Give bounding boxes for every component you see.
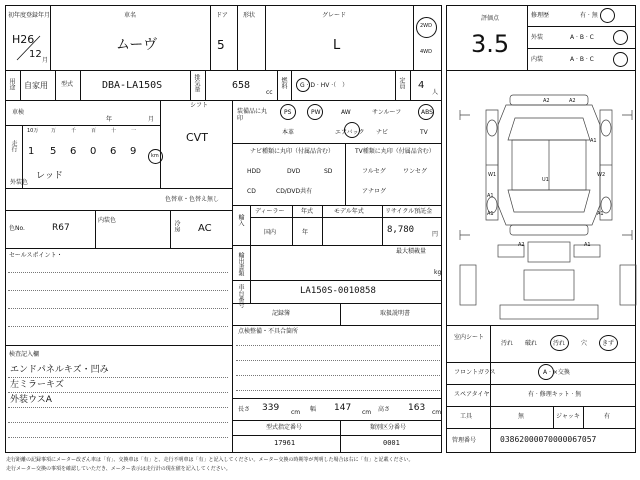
kg-unit: kg [434, 269, 442, 276]
tools-value: 無 [518, 413, 525, 420]
interior-label: 内装 [531, 56, 544, 63]
chassis-label: 車台番号 [237, 284, 244, 308]
mark-a1-right: A1 [590, 138, 597, 144]
dealer-value: 国内 [264, 229, 277, 236]
inspection-month-unit: 月 [148, 116, 155, 123]
equip-sunroof: サンルーフ [372, 109, 402, 116]
capacity-unit: 人 [432, 89, 439, 96]
seat-opt-1: 破れ [525, 340, 538, 347]
import-label: 輸入 [237, 214, 244, 226]
history-value: 有 · 無 [580, 12, 598, 19]
interior-color-label: 内装色 [98, 217, 117, 224]
cc-unit: cc [266, 89, 273, 96]
equip-tv: TV [420, 129, 428, 136]
mark-a1-rear-l: A1 [487, 211, 494, 217]
color-code-value: R67 [52, 223, 70, 233]
mileage-digit-5: 9 [130, 146, 137, 157]
grade-label: グレード [322, 12, 347, 19]
inspection-note-2: 外装ウスA [10, 395, 52, 405]
score-label: 評価点 [481, 15, 500, 22]
tv-fullseg: フルセグ [362, 168, 386, 175]
reg-date-label: 初年度登録年月 [8, 12, 51, 19]
inspection-notes-label: 検査記入欄 [9, 351, 40, 358]
digit-label-0: 10万 [27, 128, 39, 134]
shift-value: CVT [186, 131, 208, 144]
footer-line2: 走行メーター交換の事項を確認していただき、メーター表示は走行計の現在値を記入してください。 [6, 466, 231, 472]
height-unit: cm [432, 409, 442, 416]
mark-w1: W1 [488, 172, 497, 178]
color-code-label: 色No. [9, 225, 25, 232]
mileage-digit-2: 6 [70, 146, 77, 157]
seat-opt-3: 穴 [581, 340, 588, 347]
navi-label: ナビ種類に丸印（付属品含む） [250, 148, 335, 155]
mark-u1-center: U1 [542, 177, 549, 183]
door-label: ドア [216, 12, 228, 19]
digit-label-1: 万 [51, 128, 57, 134]
inspection-label: 車検 [12, 109, 25, 116]
drive-4wd: 4WD [420, 49, 432, 55]
height-value: 163 [408, 403, 426, 413]
length-unit: cm [291, 409, 301, 416]
navi-cd: CD [247, 188, 256, 195]
recycle-label: リサイクル預託金 [385, 208, 433, 215]
loading-label: 最大積載量 [396, 248, 427, 255]
navi-cddvd: CD/DVD共有 [276, 188, 313, 195]
score-value: 3.5 [471, 30, 510, 58]
displacement-label: 排気量 [193, 74, 200, 92]
class-label: 類別区分番号 [370, 424, 407, 431]
seat-opt-2: 汚れ [553, 340, 566, 347]
capacity-label: 定員 [398, 77, 405, 89]
shift-label: シフト [190, 102, 209, 109]
equipment-label: 装備品に丸印 [237, 108, 268, 123]
mileage-digit-0: 1 [28, 146, 35, 157]
color-change: 色替車・色替え無し [165, 196, 220, 203]
car-name-label: 車名 [124, 12, 137, 19]
glass-label: フロントガラス [454, 369, 496, 376]
tv-oneseg: ワンセグ [403, 168, 428, 175]
ac-value: AC [198, 223, 212, 234]
seat-opt-4: きず [602, 340, 615, 347]
class-value: 0001 [383, 439, 400, 447]
equip-airbag: エアバック [335, 129, 365, 136]
manage-value: 03862000070000067057 [500, 435, 597, 444]
mark-a2-front-r: A2 [569, 98, 576, 104]
width-label: 幅 [310, 406, 317, 413]
equip-abs: ABS [421, 109, 433, 116]
spare-options: 有 · 修理キット · 無 [528, 391, 582, 398]
type-value: 17961 [274, 439, 296, 447]
length-label: 長さ [238, 406, 251, 413]
mark-a2-front: A2 [543, 98, 550, 104]
inspection-note-1: 左ミラーキズ [10, 380, 64, 390]
color-label: 外装色 [10, 179, 29, 186]
dealer-label: ディーラー [255, 208, 285, 215]
inspection-year-unit: 年 [106, 116, 113, 123]
interior-value: A · B · C [570, 56, 594, 63]
length-value: 339 [262, 403, 280, 413]
exterior-label: 外装 [531, 34, 544, 41]
spare-label: スペアタイヤ [454, 391, 490, 398]
mileage-digit-4: 6 [110, 146, 117, 157]
manage-label: 管理番号 [452, 437, 477, 444]
door-value: 5 [217, 38, 225, 52]
tools-label: 工具 [460, 413, 473, 420]
export-docs-label: 輸出書類 [237, 252, 244, 276]
mileage-digit-1: 5 [50, 146, 57, 157]
tv-analog: アナログ [362, 188, 387, 195]
width-value: 147 [334, 403, 352, 413]
year-label: 年式 [301, 208, 314, 215]
jack-value: 有 [604, 413, 611, 420]
reg-era-year: H26 [12, 33, 35, 46]
use-label: 用途 [8, 78, 15, 90]
sales-point-label: セールスポイント・ [9, 252, 63, 259]
equip-leather: 本革 [282, 129, 295, 136]
fuel-options: G · D · HV ·（ ） [300, 82, 349, 89]
jack-label: ジャッキ [556, 413, 580, 420]
equip-navi: ナビ [376, 129, 389, 136]
history-label: 修理歴 [531, 12, 550, 19]
mark-a1-rear-r: A1 [597, 211, 604, 217]
car-name-value: ムーヴ [116, 37, 158, 53]
manual-label: 取扱説明書 [380, 310, 411, 317]
record-label: 記録簿 [272, 310, 291, 317]
model-label: 型式 [61, 81, 74, 88]
yen-unit: 円 [432, 231, 439, 238]
ac-label: 冷房 [173, 220, 180, 232]
seat-label: 室内シート [454, 334, 485, 341]
use-value: 自家用 [24, 81, 48, 90]
navi-hdd: HDD [247, 168, 261, 175]
grade-value: L [333, 38, 341, 53]
displacement-value: 658 [232, 80, 251, 91]
mark-a1-left: A1 [487, 193, 494, 199]
chassis-value: LA150S-0010858 [300, 286, 376, 296]
mark-a2-rear: A2 [518, 242, 525, 248]
year-value: 年 [302, 229, 309, 236]
equip-aw: AW [341, 109, 351, 116]
drive-2wd: 2WD [420, 23, 432, 29]
digit-label-4: 十 [111, 128, 117, 134]
model-year-label: モデル年式 [334, 208, 364, 215]
tv-label: TV種類に丸印（付属品含む） [355, 148, 435, 155]
glass-options: A · ×交換 [543, 369, 570, 376]
equip-ps: PS [284, 109, 292, 116]
digit-label-3: 百 [91, 128, 97, 134]
inspection-note-0: エンドパネルキズ・凹み [10, 365, 109, 375]
height-label: 高さ [378, 406, 391, 413]
reg-month: 12 [29, 49, 42, 60]
seat-opt-0: 汚れ [501, 340, 514, 347]
digit-label-2: 千 [71, 128, 77, 134]
footer-line1: 走行距離の記録事項にメーター改ざん車は「有」、交換車は「有」と、走行不明車は「有」と記入してください。メーター交換の時期等が判明した場合は右に「有」と記載ください。 [6, 457, 414, 463]
navi-sd: SD [324, 168, 333, 175]
color-value: レッド [36, 171, 63, 181]
fuel-label: 燃料 [280, 77, 287, 89]
type-label: 型式指定番号 [266, 424, 303, 431]
reg-month-unit: 月 [42, 57, 49, 64]
mark-w2: W2 [597, 172, 606, 178]
mark-a1-bumper: A1 [584, 242, 591, 248]
inspector-label: 点検整備・不具合箇所 [238, 328, 299, 335]
recycle-value: 8,780 [387, 225, 415, 235]
equip-pw: PW [311, 109, 321, 116]
digit-label-5: 一 [131, 128, 137, 134]
mileage-label: 走行 [10, 140, 17, 152]
exterior-value: A · B · C [570, 34, 594, 41]
capacity-value: 4 [418, 80, 425, 91]
shape-label: 形状 [243, 12, 256, 19]
km-unit: km [151, 153, 159, 159]
model-value: DBA-LA150S [102, 80, 163, 91]
navi-dvd: DVD [287, 168, 301, 175]
mileage-digit-3: 0 [90, 146, 97, 157]
width-unit: cm [362, 409, 372, 416]
